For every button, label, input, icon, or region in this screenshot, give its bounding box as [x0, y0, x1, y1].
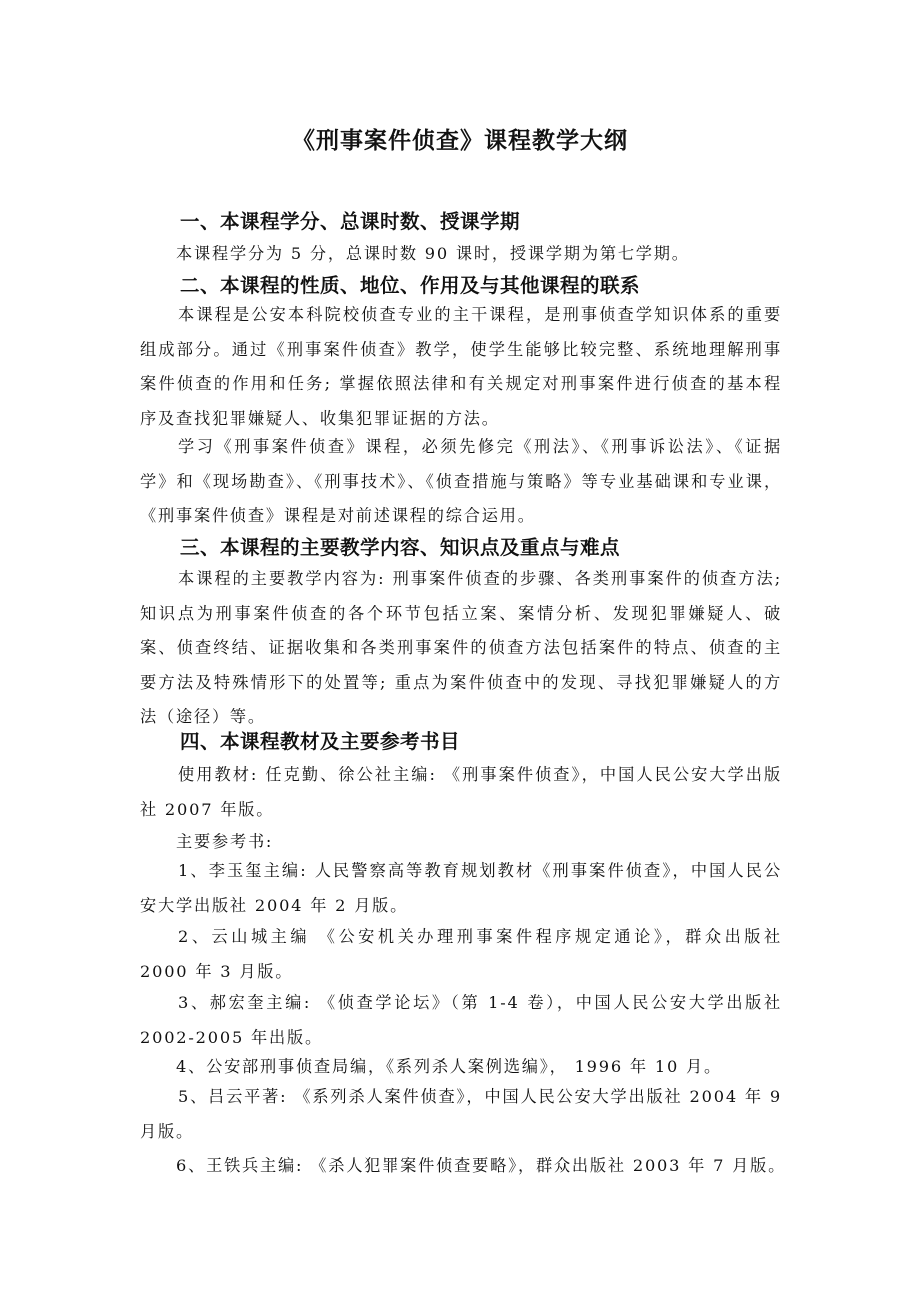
document-title: 《刑事案件侦查》课程教学大纲 — [292, 128, 628, 154]
section-3-heading: 三、本课程的主要教学内容、知识点及重点与难点 — [180, 536, 621, 559]
reference-item: 5、吕云平著: 《系列杀人案件侦查》，中国人民公安大学出版社 2004 年 9 月版。 — [140, 1087, 782, 1141]
section-1-paragraph: 本课程学分为 5 分，总课时数 90 课时，授课学期为第七学期。 — [176, 244, 690, 263]
reference-item: 3、郝宏奎主编: 《侦查学论坛》（第 1-4 卷），中国人民公安大学出版社 2002-2005 年出版。 — [140, 993, 782, 1047]
reference-item: 4、公安部刑事侦查局编，《系列杀人案例选编》， 1996 年 10 月。 — [176, 1057, 722, 1076]
textbook-entry: 使用教材: 任克勤、徐公社主编: 《刑事案件侦查》，中国人民公安大学出版社 2007 年版。 — [140, 765, 782, 819]
reference-item: 1、李玉玺主编: 人民警察高等教育规划教材《刑事案件侦查》，中国人民公安大学出版社 2004 年 2 月版。 — [140, 861, 782, 915]
section-2-paragraph-1: 本课程是公安本科院校侦查专业的主干课程，是刑事侦查学知识体系的重要组成部分。通过《刑事案件侦查》教学，使学生能够比较完整、系统地理解刑事案件侦查的作用和任务; 掌握依照法律和有关规定对刑事案件进行侦查的基本程序及查找犯罪嫌疑人、收集犯罪证据的方法。 — [140, 305, 782, 428]
section-4-heading: 四、本课程教材及主要参考书目 — [180, 730, 461, 753]
section-2-paragraph-2: 学习《刑事案件侦查》课程，必须先修完《刑法》、《刑事诉讼法》、《证据学》和《现场勘查》、《刑事技术》、《侦查措施与策略》等专业基础课和专业课，《刑事案件侦查》课程是对前述课程的综合运用。 — [140, 437, 782, 525]
references-label: 主要参考书: — [176, 832, 274, 851]
reference-item: 2、云山城主编 《公安机关办理刑事案件程序规定通论》，群众出版社 2000 年 3 月版。 — [140, 927, 782, 981]
reference-item: 6、王铁兵主编: 《杀人犯罪案件侦查要略》，群众出版社 2003 年 7 月版。 — [176, 1156, 787, 1175]
section-3-paragraph: 本课程的主要教学内容为: 刑事案件侦查的步骤、各类刑事案件的侦查方法; 知识点为刑事案件侦查的各个环节包括立案、案情分析、发现犯罪嫌疑人、破案、侦查终结、证据收集和各类刑事案件的侦查方法包括案件的特点、侦查的主要方法及特殊情形下的处置等; 重点为案件侦查中的发现、寻找犯罪嫌疑人的方法（途径）等。 — [140, 569, 782, 726]
section-2-heading: 二、本课程的性质、地位、作用及与其他课程的联系 — [180, 274, 641, 297]
section-1-heading: 一、本课程学分、总课时数、授课学期 — [180, 210, 521, 233]
